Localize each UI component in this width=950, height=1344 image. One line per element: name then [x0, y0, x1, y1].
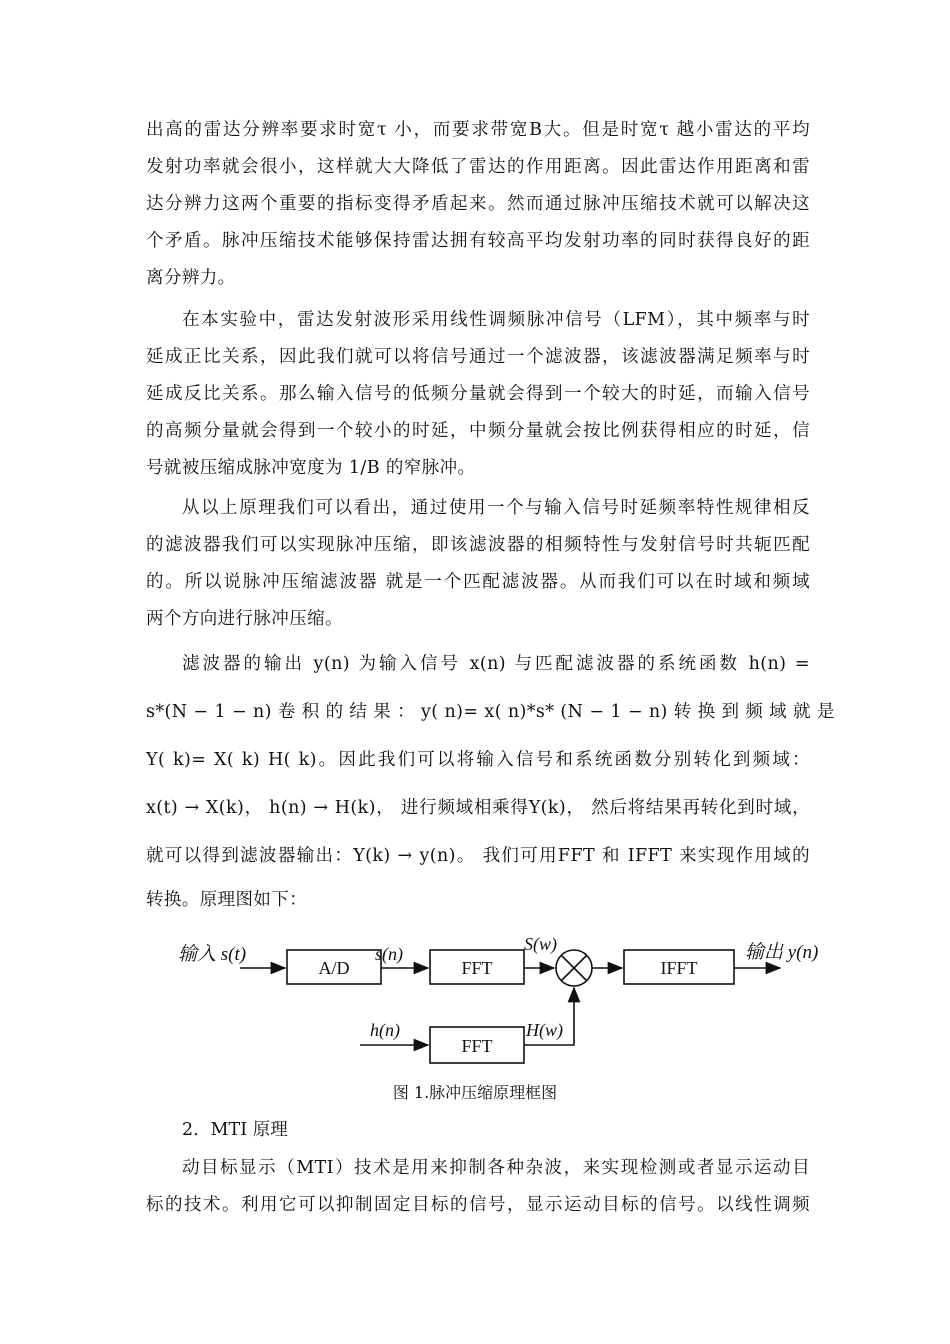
equation-line: s*(N − 1 − n) 卷 积 的 结 果 ： y( n)= x( n)*s* (N − 1 − n) 转 换 到 频 域 就 是	[146, 702, 835, 722]
ad-block-label: A/D	[318, 958, 350, 978]
text-line: 转换。原理图如下：	[146, 890, 308, 910]
paragraph-3	[146, 490, 810, 638]
ifft-block-label: IFFT	[660, 958, 698, 978]
text-line: 达分辨力这两个重要的指标变得矛盾起来。然而通过脉冲压缩技术就可以解决这	[146, 194, 810, 214]
signal-hn-label: h(n)	[370, 1020, 400, 1040]
text-line: 的。所以说脉冲压缩滤波器 就是一个匹配滤波器。从而我们可以在时域和频域	[146, 572, 810, 592]
equation-line: 滤波器的输出 y(n) 为输入信号 x(n) 与匹配滤波器的系统函数 h(n) =	[182, 654, 810, 674]
equation-line: Y( k)= X( k) H( k)。因此我们可以将输入信号和系统函数分别转化到频域：	[146, 750, 810, 770]
section-heading: 2．MTI 原理	[182, 1120, 288, 1140]
text-line: 延成反比关系。那么输入信号的低频分量就会得到一个较大的时延，而输入信号	[146, 384, 810, 404]
fft-block-filter-label: FFT	[461, 1036, 493, 1056]
text-line: 标的技术。利用它可以抑制固定目标的信号，显示运动目标的信号。以线性调频	[146, 1195, 810, 1215]
text-line: 从以上原理我们可以看出，通过使用一个与输入信号时延频率特性规律相反	[182, 498, 810, 518]
text-line: 的滤波器我们可以实现脉冲压缩，即该滤波器的相频特性与发射信号时共轭匹配	[146, 535, 810, 555]
pulse-compression-diagram	[170, 930, 850, 1075]
text-line: 的高频分量就会得到一个较小的时延，中频分量就会按比例获得相应的时延，信	[146, 421, 810, 441]
text-line: 个矛盾。脉冲压缩技术能够保持雷达拥有较高平均发射功率的同时获得良好的距	[146, 231, 810, 251]
signal-sw-label: S(w)	[524, 934, 557, 954]
signal-hw-label: H(w)	[526, 1020, 563, 1040]
input-label: 输入 s(t)	[178, 944, 247, 965]
paragraph-4	[146, 640, 835, 920]
text-line: 动目标显示（MTI）技术是用来抑制各种杂波，来实现检测或者显示运动目	[182, 1158, 810, 1178]
equation-line: x(t) → X(k)， h(n) → H(k)， 进行频域相乘得Y(k)， 然后将结果再转化到时域，	[146, 798, 810, 818]
figure-caption: 图 1.脉冲压缩原理框图	[392, 1083, 558, 1102]
fft-block-signal-label: FFT	[461, 958, 493, 978]
text-line: 两个方向进行脉冲压缩。	[146, 609, 343, 629]
text-line: 延成正比关系，因此我们就可以将信号通过一个滤波器，该滤波器满足频率与时	[146, 347, 810, 367]
text-line: 号就被压缩成脉冲宽度为 1/B 的窄脉冲。	[146, 458, 476, 478]
paragraph-2	[146, 302, 810, 487]
signal-sn-label: s(n)	[375, 944, 403, 964]
output-label: 输出 y(n)	[745, 942, 819, 963]
paragraph-1	[146, 112, 810, 297]
paragraph-5	[146, 1150, 810, 1224]
text-line: 在本实验中，雷达发射波形采用线性调频脉冲信号（LFM），其中频率与时	[182, 310, 810, 330]
text-line: 出高的雷达分辨率要求时宽τ 小，而要求带宽B大。但是时宽τ 越小雷达的平均	[146, 120, 810, 140]
equation-line: 就可以得到滤波器输出：Y(k) → y(n)。 我们可用FFT 和 IFFT 来实现作用域的	[146, 846, 810, 866]
text-line: 发射功率就会很小，这样就大大降低了雷达的作用距离。因此雷达作用距离和雷	[146, 157, 810, 177]
text-line: 离分辨力。	[146, 268, 236, 288]
